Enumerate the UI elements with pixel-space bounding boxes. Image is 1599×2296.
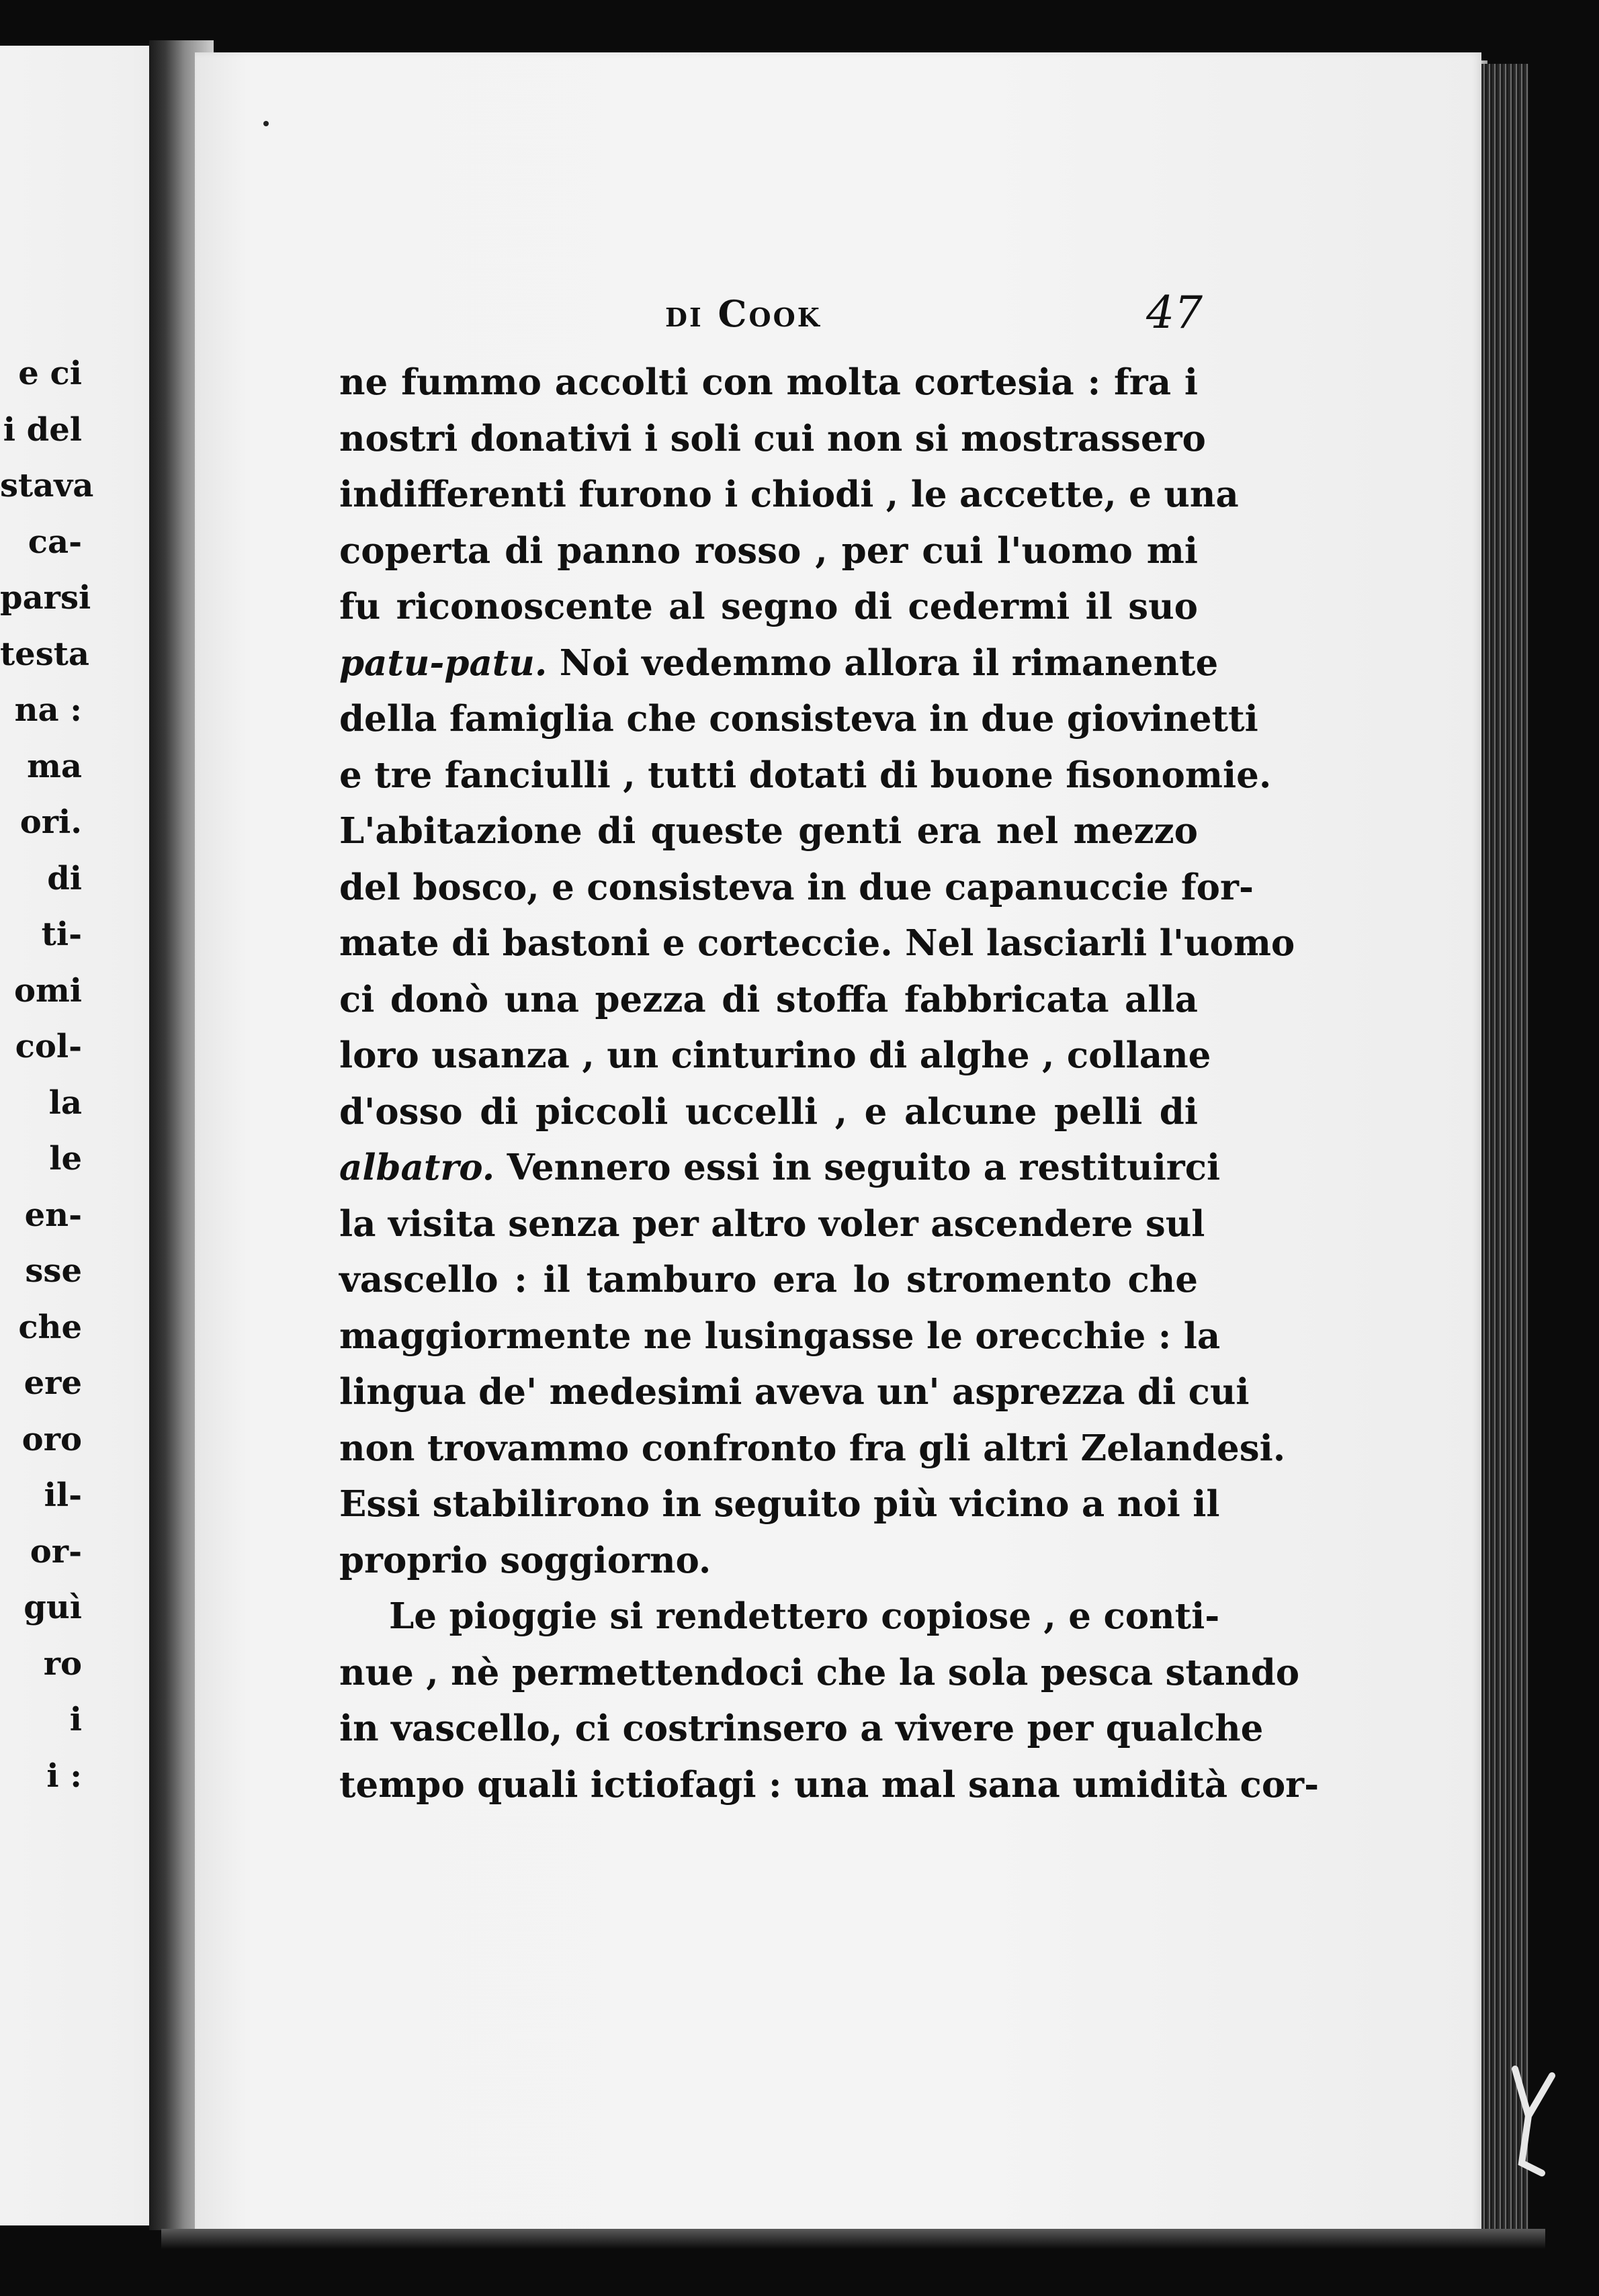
left-page-line: ti- [41, 916, 82, 953]
page-bottom-shadow [161, 2229, 1545, 2249]
text-line: nue , nè permettendoci che la sola pesca stando [339, 1651, 1300, 1693]
page-stack-edges [1481, 64, 1528, 2240]
text-line: Le pioggie si rendettero copiose , e conti- [389, 1595, 1220, 1637]
left-page-line: ma [27, 748, 82, 785]
left-page-line: testa [0, 635, 90, 673]
left-page-line: i [69, 1701, 82, 1738]
left-page-line: ere [24, 1364, 82, 1402]
left-page-line: or- [30, 1533, 82, 1571]
text-line: loro usanza , un cinturino di alghe , collane [339, 1034, 1211, 1076]
text-line: la visita senza per altro voler ascendere sul [339, 1202, 1205, 1245]
italic-phrase: patu-patu. [339, 642, 548, 684]
left-page-line: parsi [0, 579, 91, 617]
left-page-line: ca- [28, 523, 82, 561]
text-line: indifferenti furono i chiodi , le accette, e una [339, 474, 1239, 515]
left-page-line: la [48, 1084, 82, 1122]
left-page-line: col- [15, 1028, 82, 1065]
page-number: 47 [1146, 287, 1203, 339]
left-page-line: guì [24, 1589, 82, 1626]
text-line [339, 1140, 1221, 1196]
text-line: in vascello, ci costrinsero a vivere per qualche [339, 1708, 1264, 1749]
text-line: vascello : il tamburo era lo stromento che [339, 1259, 1198, 1300]
left-page-line: il- [44, 1476, 82, 1514]
left-page-line: en- [24, 1196, 82, 1234]
text-fragment: Vennero essi in seguito a restituirci [507, 1147, 1221, 1188]
text-line: della famiglia che consisteva in due giovinetti [339, 698, 1258, 740]
left-page-line: i del [3, 411, 82, 449]
text-line: lingua de' medesimi aveva un' asprezza di cui [339, 1371, 1250, 1413]
text-line: proprio soggiorno. [339, 1539, 711, 1581]
text-line [339, 635, 1219, 692]
text-line: ci donò una pezza di stoffa fabbricata alla [339, 978, 1198, 1020]
left-page-line: sse [25, 1252, 82, 1290]
running-head: di Cook [665, 292, 822, 335]
left-page-line: na : [14, 691, 82, 729]
text-line: Essi stabilirono in seguito più vicino a noi il [339, 1483, 1220, 1525]
left-page-line: ro [43, 1645, 82, 1683]
text-line: d'osso di piccoli uccelli , e alcune pelli di [339, 1090, 1198, 1133]
body-text [339, 355, 1320, 1813]
text-line: del bosco, e consisteva in due capanuccie for- [339, 866, 1254, 908]
dust-speck [263, 121, 269, 126]
edge-mark [1488, 2056, 1569, 2190]
text-line: mate di bastoni e corteccie. Nel lasciarli l'uomo [339, 922, 1295, 964]
text-line: e tre fanciulli , tutti dotati di buone fisonomie. [339, 754, 1272, 796]
left-page-line: e ci [18, 355, 82, 392]
left-page-line: ori. [19, 803, 82, 841]
left-page-line: omi [13, 972, 82, 1010]
italic-phrase: albatro. [339, 1147, 495, 1188]
text-line: non trovammo confronto fra gli altri Zelandesi. [339, 1427, 1286, 1469]
text-line: fu riconoscente al segno di cedermi il suo [339, 586, 1198, 627]
left-page-line: stava [0, 467, 94, 504]
left-page-line: che [18, 1309, 82, 1346]
text-line: nostri donativi i soli cui non si mostrassero [339, 417, 1206, 459]
text-line: maggiormente ne lusingasse le orecchie : la [339, 1315, 1221, 1357]
text-line: coperta di panno rosso , per cui l'uomo mi [339, 529, 1198, 572]
left-page-line: i : [46, 1757, 82, 1795]
left-page-line: oro [21, 1421, 82, 1458]
left-page-line: di [47, 860, 82, 897]
text-line: L'abitazione di queste genti era nel mezzo [339, 810, 1198, 852]
text-line: tempo quali ictiofagi : una mal sana umidità cor- [339, 1763, 1320, 1806]
text-line: ne fummo accolti con molta cortesia : fra i [339, 361, 1198, 403]
text-fragment: Noi vedemmo allora il rimanente [559, 642, 1219, 684]
left-page-line: le [49, 1140, 82, 1178]
